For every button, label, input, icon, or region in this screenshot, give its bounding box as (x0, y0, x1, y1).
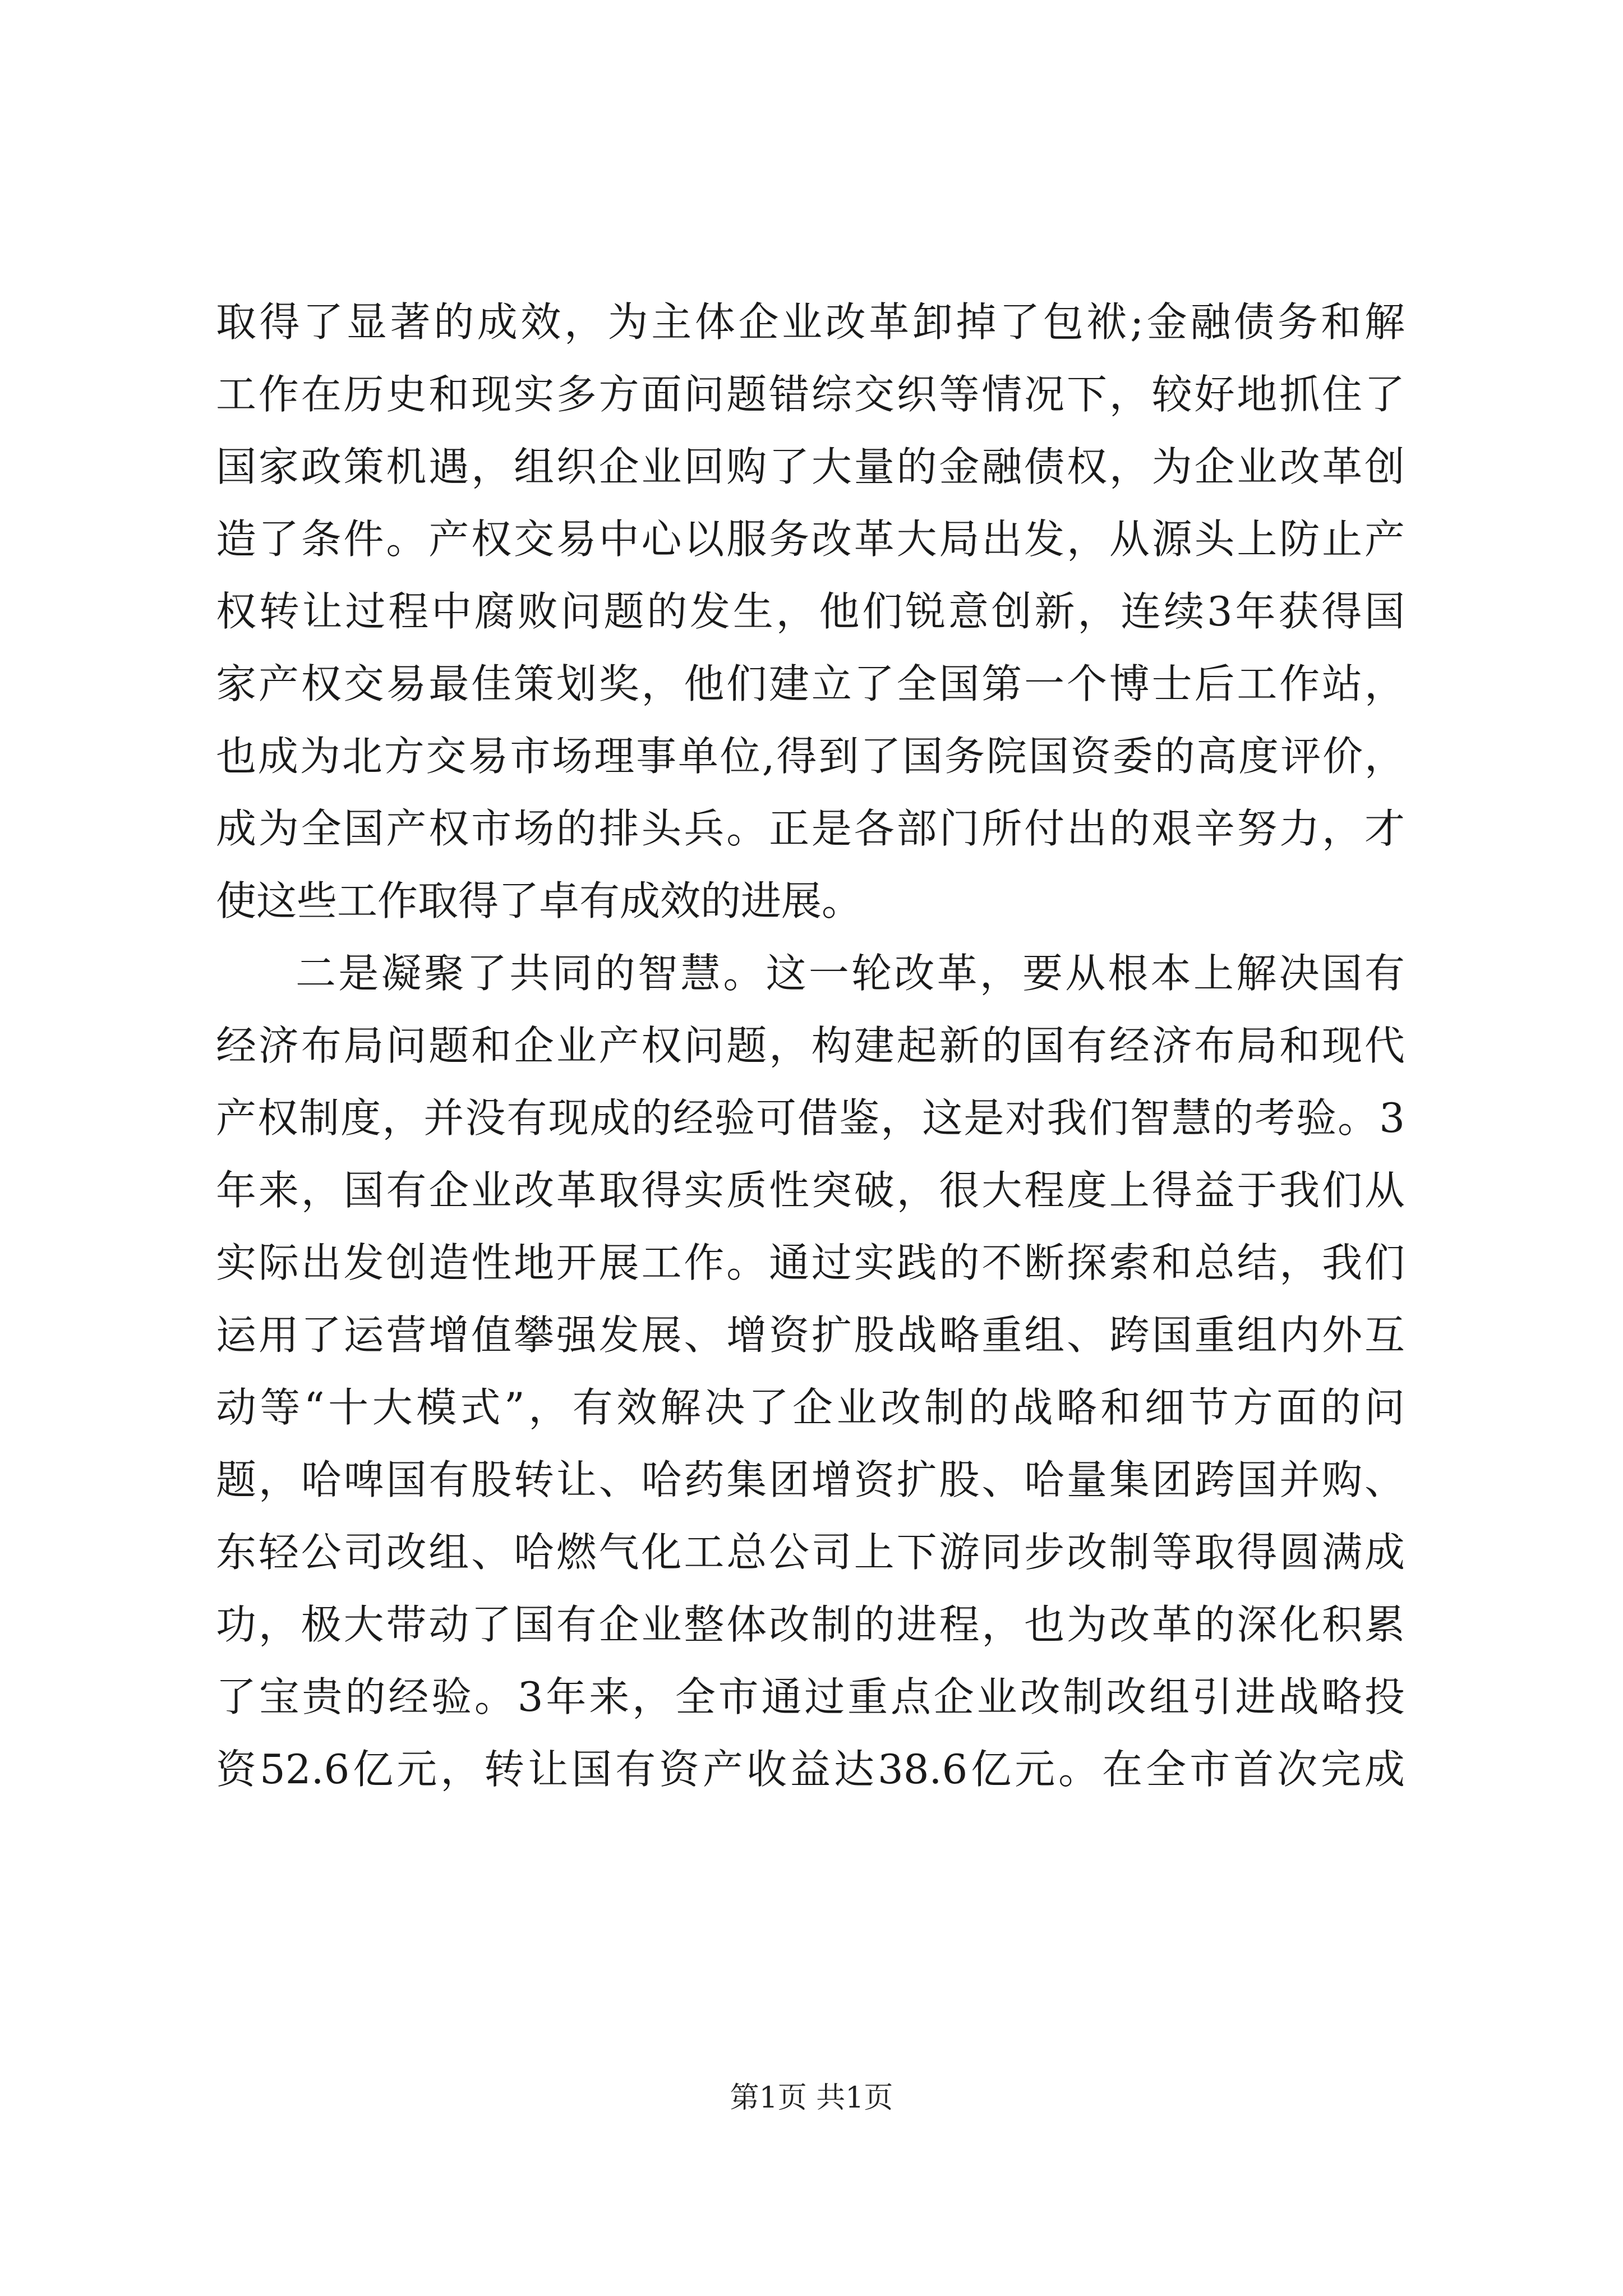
text-line: 国家政策机遇，组织企业回购了大量的金融债权，为企业改革创 (216, 443, 1405, 490)
text-line: 了宝贵的经验。3年来，全市通过重点企业改制改组引进战略投 (216, 1673, 1405, 1720)
text-line: 东轻公司改组、哈燃气化工总公司上下游同步改制等取得圆满成 (216, 1529, 1405, 1576)
text-line: 工作在历史和现实多方面问题错综交织等情况下，较好地抓住了 (216, 371, 1405, 418)
text-line: 运用了运营增值攀强发展、增资扩股战略重组、跨国重组内外互 (216, 1312, 1405, 1359)
text-line: 权转让过程中腐败问题的发生，他们锐意创新，连续3年获得国 (216, 588, 1405, 635)
text-line: 实际出发创造性地开展工作。通过实践的不断探索和总结，我们 (216, 1239, 1405, 1286)
text-line: 产权制度，并没有现成的经验可借鉴，这是对我们智慧的考验。3 (216, 1094, 1405, 1142)
text-line: 资52.6亿元，转让国有资产收益达38.6亿元。在全市首次完成 (216, 1746, 1405, 1793)
text-line: 年来，国有企业改革取得实质性突破，很大程度上得益于我们从 (216, 1167, 1405, 1214)
paragraph-2 (216, 937, 1405, 1806)
paragraph-1 (216, 286, 1405, 937)
text-line: 动等“十大模式”，有效解决了企业改制的战略和细节方面的问 (216, 1384, 1405, 1431)
text-line: 家产权交易最佳策划奖，他们建立了全国第一个博士后工作站， (216, 660, 1405, 707)
document-body (216, 286, 1405, 1806)
text-line: 取得了显著的成效，为主体企业改革卸掉了包袱;金融债务和解 (216, 298, 1405, 346)
text-line: 二是凝聚了共同的智慧。这一轮改革，要从根本上解决国有 (296, 950, 1405, 997)
page-footer (0, 2076, 1623, 2120)
text-line: 题，哈啤国有股转让、哈药集团增资扩股、哈量集团跨国并购、 (216, 1456, 1405, 1503)
text-line: 也成为北方交易市场理事单位,得到了国务院国资委的高度评价， (216, 733, 1405, 780)
text-line: 功，极大带动了国有企业整体改制的进程，也为改革的深化积累 (216, 1601, 1405, 1648)
page-number-label: 第1页 共1页 (730, 2081, 893, 2115)
text-line: 成为全国产权市场的排头兵。正是各部门所付出的艰辛努力，才 (216, 805, 1405, 852)
text-line: 造了条件。产权交易中心以服务改革大局出发，从源头上防止产 (216, 516, 1405, 563)
text-line: 使这些工作取得了卓有成效的进展。 (216, 877, 863, 924)
text-line: 经济布局问题和企业产权问题，构建起新的国有经济布局和现代 (216, 1022, 1405, 1069)
